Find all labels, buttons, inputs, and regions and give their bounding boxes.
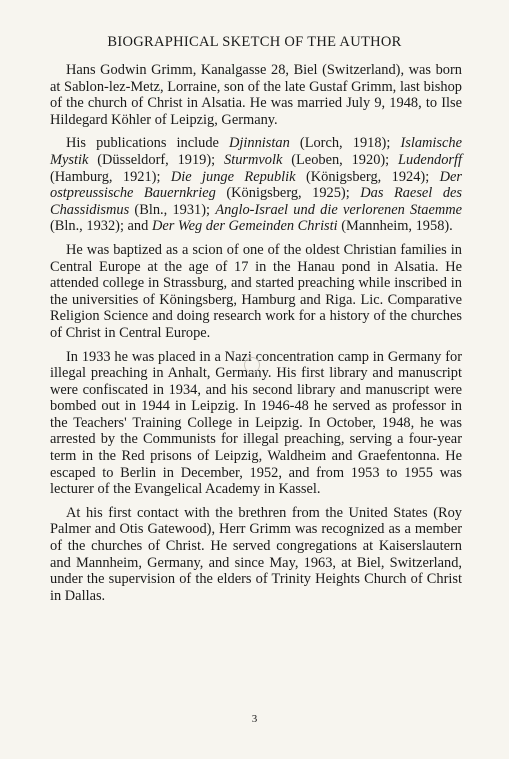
paragraph-birth: Hans Godwin Grimm, Kanalgasse 28, Biel (Switzerland), was born at Sablon-lez-Metz, Lorraine, son of the late Gustaf Grimm, last bishop of the church of Christ in Alsatia. He was married July 9, 1948, to Ilse Hildegard Köhler of Leipzig, Germany. <box>50 62 462 128</box>
body-text <box>50 62 462 611</box>
publications-intro: His publications include <box>66 135 230 152</box>
work-title: Die junge Republik <box>170 168 296 185</box>
publication-detail: (Mannheim, 1958). <box>337 218 453 235</box>
work-title: Anglo-Israel und die verlorenen Staemme <box>215 201 463 218</box>
work-title: Sturmvolk <box>224 151 283 168</box>
publication-detail: (Bln., 1931); <box>129 201 216 218</box>
publication-detail: (Hamburg, 1921); <box>50 168 171 185</box>
paragraph-ministry: At his first contact with the brethren from the United States (Roy Palmer and Otis Gatewood), Herr Grimm was recognized as a member of the churches of Christ. He served congregations at Kaiserslautern and Mannheim, Germany, and since May, 1963, at Biel, Switzerland, under the supervision of the elders of Trinity Heights Church of Christ in Dallas. <box>50 504 462 604</box>
paragraph-persecution: In 1933 he was placed in a Nazi concentration camp in Germany for illegal preaching in Anhalt, Germany. His first library and manuscript were confiscated in 1934, and his second library and manuscript were bombed out in 1944 in Leipzig. In 1946-48 he served as professor in the Teachers' Training College in Leipzig. In October, 1948, he was arrested by the Communists for illegal preaching, serving a four-year term in the Red prisons of Leipzig, Waldheim and Graefentonna. He escaped to Berlin in December, 1952, and from 1953 to 1955 was lecturer of the Evangelical Academy in Kassel. <box>50 348 462 498</box>
paragraph-education: He was baptized as a scion of one of the oldest Christian families in Central Europe at the age of 17 in the Hanau pond in Alsatia. He attended college in Strassburg, and started preaching while inscribed in the universities of Köningsberg, Hamburg and Riga. Lic. Comparative Religion Science and doing research work for a history of the churches of Christ in Central Europe. <box>50 241 462 341</box>
publication-detail: (Königsberg, 1924); <box>295 168 440 185</box>
publication-detail: (Düsseldorf, 1919); <box>88 151 225 168</box>
paragraph-publications <box>50 135 462 235</box>
work-title: Der ostpreussische Bauernkrieg <box>50 168 462 202</box>
publication-detail: (Leoben, 1920); <box>282 151 399 168</box>
work-title: Der Weg der Gemeinden Christi <box>151 218 338 235</box>
work-title: Ludendorff <box>398 151 462 168</box>
publication-detail: (Königsberg, 1925); <box>215 185 361 202</box>
page-title: BIOGRAPHICAL SKETCH OF THE AUTHOR <box>107 34 402 50</box>
page-number: 3 <box>251 713 258 725</box>
publication-detail: (Bln., 1932); and <box>50 218 152 235</box>
work-title: Das Raesel des Chassidismus <box>50 185 462 218</box>
work-title: Djinnistan <box>229 135 290 152</box>
work-title: Islamische Mystik <box>50 135 462 168</box>
publication-detail: (Lorch, 1918); <box>289 135 401 152</box>
library-stamp-mark <box>244 357 260 373</box>
